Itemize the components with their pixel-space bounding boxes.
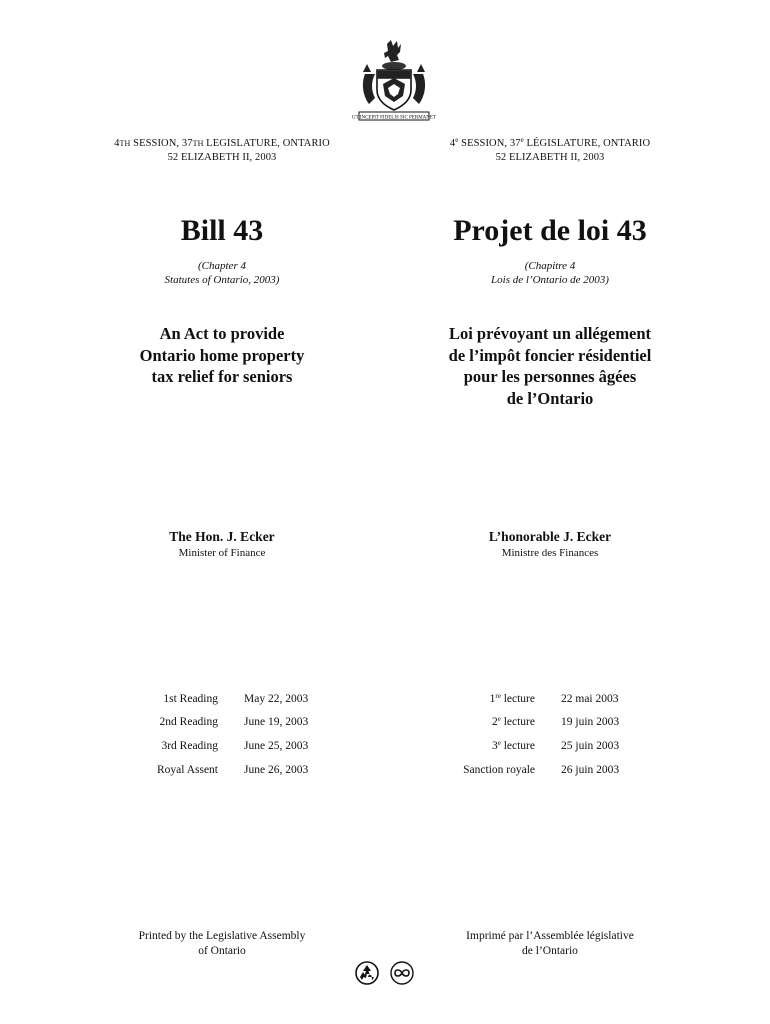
reading-label: 2nd Reading (159, 716, 218, 728)
statutes-year: Lois de l’Ontario de 2003) (491, 274, 609, 286)
printer-credit-fr: Imprimé par l’Assemblée législative de l’Ontario (466, 930, 634, 957)
session-line-en (70, 137, 374, 165)
recycle-icon (355, 961, 379, 985)
reading-date: June 26, 2003 (244, 764, 309, 776)
reading-date: 22 mai 2003 (561, 693, 619, 705)
reading-row (68, 715, 368, 729)
reading-label: 1st Reading (163, 693, 218, 705)
reading-date: 26 juin 2003 (561, 764, 620, 776)
act-title-en: An Act to provide Ontario home property tax relief for seniors (139, 324, 305, 386)
bill-title-en: Bill 43 (180, 214, 264, 247)
chapter-number: (Chapitre 4 (524, 260, 576, 272)
ontario-coat-of-arms-icon (352, 38, 436, 122)
infinity-paper-icon (390, 961, 414, 985)
regnal-year: 52 ELIZABETH II, 2003 (167, 152, 277, 163)
regnal-year: 52 ELIZABETH II, 2003 (495, 152, 605, 163)
chapter-en (70, 259, 374, 287)
reading-label: 2e lecture (491, 715, 535, 728)
reading-row (385, 739, 685, 753)
reading-date: 19 juin 2003 (561, 716, 620, 728)
readings-table-en (68, 692, 368, 782)
reading-date: June 25, 2003 (244, 740, 309, 752)
bill-title-fr: Projet de loi 43 (453, 214, 647, 247)
reading-row (385, 692, 685, 706)
sponsor-name-fr: L’honorable J. Ecker (488, 529, 612, 544)
reading-label: Royal Assent (156, 764, 218, 776)
act-title-fr: Loi prévoyant un allégement de l’impôt foncier résidentiel pour les personnes âgées de l’Ontario (448, 324, 652, 408)
reading-label: 1re lecture (489, 692, 535, 705)
printer-credit-en: Printed by the Legislative Assembly of Ontario (138, 930, 306, 957)
reading-row (68, 692, 368, 706)
session-heading: 4TH SESSION, 37TH LEGISLATURE, ONTARIO (114, 138, 330, 149)
statutes-year: Statutes of Ontario, 2003) (164, 274, 280, 286)
reading-label: 3e lecture (491, 739, 535, 752)
readings-table-fr (385, 692, 685, 782)
reading-row (68, 739, 368, 753)
reading-row (68, 763, 368, 777)
chapter-number: (Chapter 4 (198, 260, 246, 272)
chapter-fr (398, 259, 702, 287)
motto-text: UT INCEPIT FIDELIS SIC PERMANET (352, 115, 436, 121)
session-line-fr (398, 137, 702, 165)
sponsor-role-en: Minister of Finance (178, 547, 266, 559)
reading-date: June 19, 2003 (244, 716, 309, 728)
reading-date: May 22, 2003 (244, 693, 309, 705)
reading-date: 25 juin 2003 (561, 740, 620, 752)
reading-row (385, 763, 685, 777)
sponsor-name-en: The Hon. J. Ecker (169, 529, 275, 544)
sponsor-role-fr: Ministre des Finances (501, 547, 599, 559)
session-heading: 4e SESSION, 37e LÉGISLATURE, ONTARIO (449, 136, 651, 149)
reading-label: Sanction royale (463, 764, 535, 776)
reading-row (385, 715, 685, 729)
reading-label: 3rd Reading (161, 740, 218, 752)
